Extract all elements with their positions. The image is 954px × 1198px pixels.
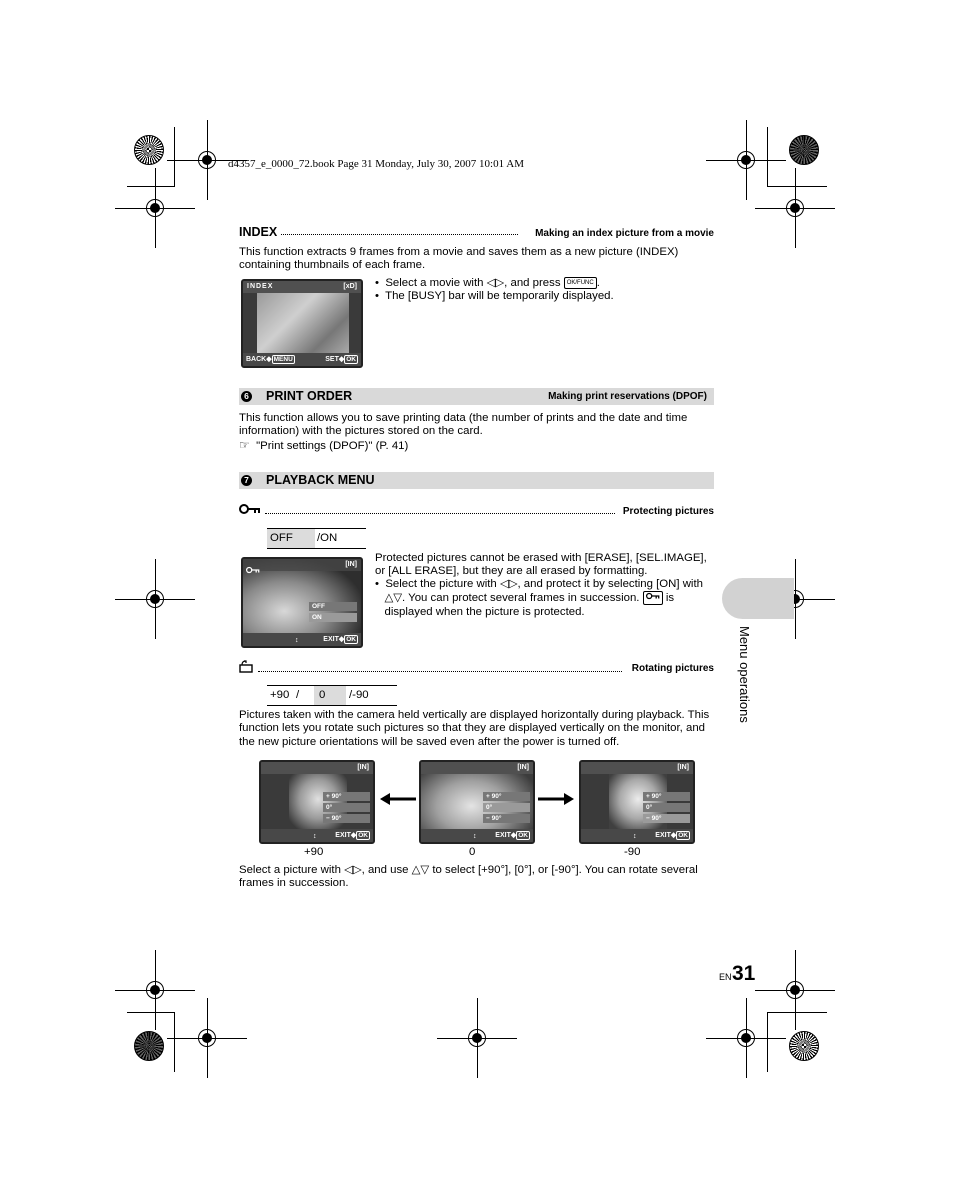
- back-label: BACK◆ MENU: [246, 356, 293, 363]
- dot-leader: [258, 671, 622, 672]
- rotate-description: Pictures taken with the camera held vertically are displayed horizontally during playback. This function lets you rotate such pictures so that they are displayed vertically on the monitor, and the new picture orientations will be saved even after the power is turned off.: [239, 709, 710, 748]
- crop-line: [767, 1012, 768, 1072]
- caption-minus90: -90: [624, 846, 641, 858]
- left-right-arrows-icon: ◁▷: [499, 578, 518, 590]
- ok-func-button-icon: OK/FUNC: [564, 277, 597, 289]
- crop-line: [127, 1012, 175, 1013]
- book-header: d4357_e_0000_72.book Page 31 Monday, July 30, 2007 10:01 AM: [228, 158, 524, 170]
- protect-option-off: OFF: [270, 532, 293, 544]
- screen-top-bar: [243, 559, 361, 571]
- crop-line: [767, 186, 827, 187]
- screen-option-plus90: + 90°: [323, 792, 370, 801]
- screen-media-label: [xD]: [343, 283, 357, 290]
- screen-media-label: [IN]: [677, 764, 689, 771]
- caption-plus90: +90: [304, 846, 324, 858]
- right-arrow-icon: [538, 792, 574, 804]
- screen-option-minus90: − 90°: [643, 814, 690, 823]
- pointing-hand-icon: ☞: [239, 438, 250, 452]
- rotate-screen-0: [419, 760, 535, 844]
- section-number-badge: 7: [241, 475, 252, 486]
- key-icon: [239, 502, 261, 514]
- color-wheel-mark: [134, 1031, 164, 1061]
- crop-line: [174, 127, 175, 187]
- color-wheel-mark: [789, 1031, 819, 1061]
- left-arrow-icon: [380, 792, 416, 804]
- index-photo: [257, 293, 349, 353]
- rotate-option-sep: /: [296, 689, 300, 701]
- index-bullet-1: • Select a movie with ◁▷, and press OK/FUNC .: [375, 277, 600, 290]
- protect-option-on: /ON: [317, 532, 338, 544]
- section-number-badge: 6: [241, 391, 252, 402]
- crop-line: [127, 186, 175, 187]
- screen-media-label: [IN]: [517, 764, 529, 771]
- screen-option-minus90: − 90°: [323, 814, 370, 823]
- screen-option-off: OFF: [309, 602, 357, 611]
- print-order-subtitle: Making print reservations (DPOF): [548, 391, 707, 402]
- up-down-arrows-icon: △▽: [384, 592, 403, 605]
- screen-top-bar: [581, 762, 693, 774]
- rotate-footer: Select a picture with ◁▷, and use △▽ to select [+90°], [0°], or [-90°]. You can rotate several frames in succession.: [239, 864, 698, 890]
- set-label: SET◆ OK: [325, 356, 356, 363]
- page-number: 31: [732, 962, 756, 985]
- screen-top-bar: [421, 762, 533, 774]
- up-down-icon: ↕: [295, 637, 299, 644]
- crop-line: [174, 1012, 175, 1072]
- index-subtitle: Making an index picture from a movie: [535, 228, 714, 239]
- dot-leader: [281, 234, 518, 235]
- up-down-arrows-icon: △▽: [411, 864, 430, 876]
- color-wheel-mark: [789, 135, 819, 165]
- rotate-option-plus90: +90: [270, 689, 290, 701]
- options-rule: [267, 548, 366, 549]
- up-down-icon: ↕: [313, 833, 317, 840]
- protect-description: Protected pictures cannot be erased with [ERASE], [SEL.IMAGE], or [ALL ERASE], but they are all erased by formatting.: [375, 552, 707, 578]
- up-down-icon: ↕: [473, 833, 477, 840]
- exit-label: EXIT◆ OK: [655, 832, 688, 839]
- protect-screen: [241, 557, 363, 648]
- left-right-arrows-icon: ◁▷: [344, 864, 362, 876]
- screen-top-bar: [261, 762, 373, 774]
- print-order-header: [239, 388, 714, 405]
- print-order-reference: ☞ "Print settings (DPOF)" (P. 41): [239, 438, 409, 452]
- options-rule: [267, 705, 397, 706]
- screen-option-0: 0°: [643, 803, 690, 812]
- screen-media-label: [IN]: [345, 561, 357, 568]
- key-icon: [246, 561, 260, 579]
- dot-leader: [265, 513, 615, 514]
- rotate-option-0: 0: [319, 689, 326, 701]
- index-title: INDEX: [239, 225, 278, 239]
- exit-label: EXIT◆ OK: [495, 832, 528, 839]
- screen-mode-label: INDEX: [247, 283, 274, 290]
- playback-menu-title: PLAYBACK MENU: [266, 473, 375, 487]
- rotate-icon: [239, 660, 253, 673]
- protect-bullet: • Select the picture with ◁▷, and protect it by selecting [ON] with △▽. You can protect several frames in succession. is displayed when the picture is protected.: [375, 578, 703, 618]
- up-down-icon: ↕: [633, 833, 637, 840]
- print-order-description: This function allows you to save printing data (the number of prints and the date and time information) with the pictures stored on the card.: [239, 412, 688, 438]
- left-right-arrows-icon: ◁▷: [486, 277, 505, 290]
- caption-0: 0: [469, 846, 476, 858]
- print-order-title: PRINT ORDER: [266, 389, 353, 403]
- rotate-screen-minus90: [579, 760, 695, 844]
- screen-option-0: 0°: [323, 803, 370, 812]
- index-description: This function extracts 9 frames from a movie and saves them as a new picture (INDEX) containing thumbnails of each frame.: [239, 246, 679, 272]
- side-tab-label: Menu operations: [737, 626, 752, 723]
- index-bullet-2: • The [BUSY] bar will be temporarily displayed.: [375, 290, 614, 302]
- screen-option-on: ON: [309, 613, 357, 622]
- protect-key-icon: [643, 591, 663, 605]
- playback-menu-header: [239, 472, 714, 489]
- index-screen: [241, 279, 363, 368]
- screen-option-minus90: − 90°: [483, 814, 530, 823]
- side-tab: [722, 578, 794, 619]
- rotate-screen-plus90: [259, 760, 375, 844]
- color-wheel-mark: [134, 135, 164, 165]
- rotate-subtitle: Rotating pictures: [631, 663, 714, 674]
- protect-subtitle: Protecting pictures: [622, 506, 714, 517]
- crop-line: [767, 1012, 827, 1013]
- exit-label: EXIT◆ OK: [335, 832, 368, 839]
- screen-option-plus90: + 90°: [483, 792, 530, 801]
- screen-option-plus90: + 90°: [643, 792, 690, 801]
- screen-media-label: [IN]: [357, 764, 369, 771]
- rotate-option-minus90: /-90: [349, 689, 369, 701]
- exit-label: EXIT◆ OK: [323, 636, 356, 643]
- screen-option-0: 0°: [483, 803, 530, 812]
- page-lang: EN: [719, 972, 732, 982]
- crop-line: [767, 127, 768, 187]
